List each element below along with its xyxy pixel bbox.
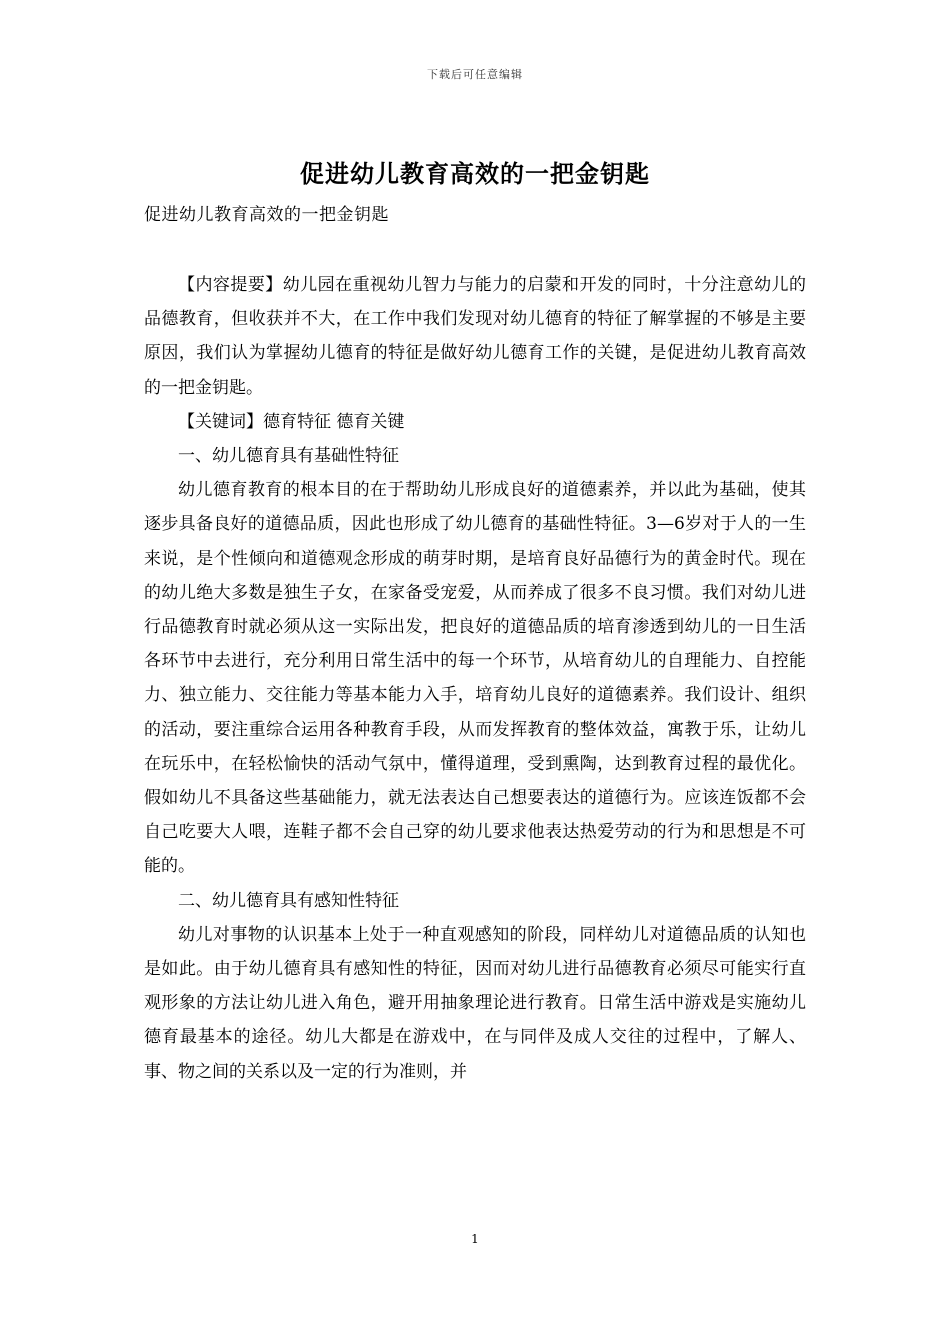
document-title: 促进幼儿教育高效的一把金钥匙 — [300, 159, 650, 188]
section-2-paragraph: 幼儿对事物的认识基本上处于一种直观感知的阶段，同样幼儿对道德品质的认知也是如此。由于幼儿德育具有感知性的特征，因而对幼儿进行品德教育必须尽可能实行直观形象的方法让幼儿进入角色，避开用抽象理论进行教育。日常生活中游戏是实施幼儿德育最基本的途径。幼儿大都是在游戏中，在与同伴及成人交往的过程中，了解人、事、物之间的关系以及一定的行为准则，并 — [144, 924, 806, 1082]
keywords-paragraph: 【关键词】德育特征 德育关键 — [178, 411, 405, 432]
document-subtitle: 促进幼儿教育高效的一把金钥匙 — [144, 205, 389, 225]
page-number: 1 — [471, 1232, 479, 1246]
section-1-paragraph: 幼儿德育教育的根本目的在于帮助幼儿形成良好的道德素养，并以此为基础，使其逐步具备良好的道德品质，因此也形成了幼儿德育的基础性特征。3—6岁对于人的一生来说，是个性倾向和道德观念形成的萌芽时期，是培育良好品德行为的黄金时代。现在的幼儿绝大多数是独生子女，在家备受宠爱，从而养成了很多不良习惯。我们对幼儿进行品德教育时就必须从这一实际出发，把良好的道德品质的培育渗透到幼儿的一日生活各环节中去进行，充分利用日常生活中的每一个环节，从培育幼儿的自理能力、自控能力、独立能力、交往能力等基本能力入手，培育幼儿良好的道德素养。我们设计、组织的活动，要注重综合运用各种教育手段，从而发挥教育的整体效益，寓教于乐，让幼儿在玩乐中，在轻松愉快的活动气氛中，懂得道理，受到熏陶，达到教育过程的最优化。假如幼儿不具备这些基础能力，就无法表达自己想要表达的道德行为。应该连饭都不会自己吃要大人喂，连鞋子都不会自己穿的幼儿要求他表达热爱劳动的行为和思想是不可能的。 — [144, 480, 806, 877]
header-note: 下载后可任意编辑 — [427, 68, 523, 81]
document-body — [144, 268, 806, 1089]
section-heading-2: 二、幼儿德育具有感知性特征 — [178, 890, 399, 911]
abstract-paragraph: 【内容提要】幼儿园在重视幼儿智力与能力的启蒙和开发的同时，十分注意幼儿的品德教育，但收获并不大，在工作中我们发现对幼儿德育的特征了解掌握的不够是主要原因，我们认为掌握幼儿德育的特征是做好幼儿德育工作的关键，是促进幼儿教育高效的一把金钥匙。 — [144, 275, 806, 398]
section-heading-1: 一、幼儿德育具有基础性特征 — [178, 446, 399, 467]
